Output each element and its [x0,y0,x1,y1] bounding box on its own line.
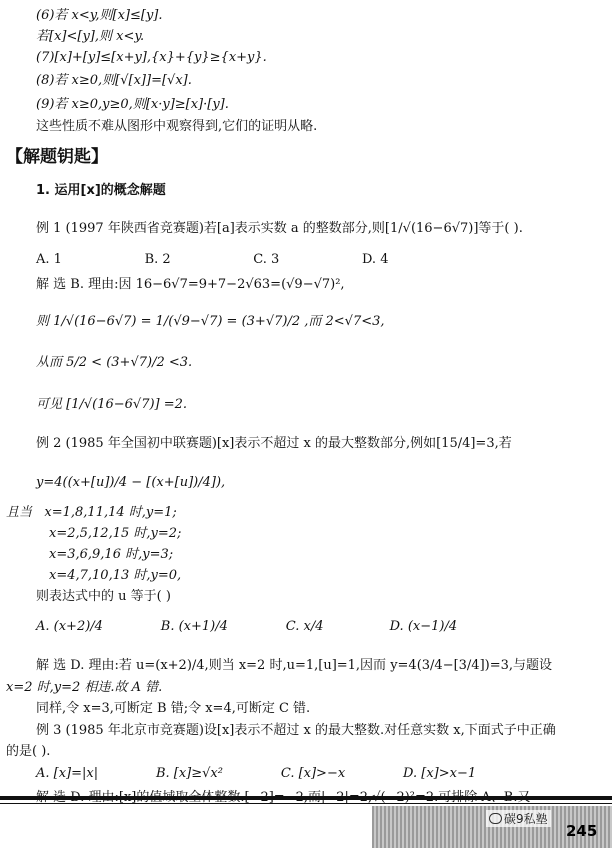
example-3-question-cont: 的是( ). [6,744,51,759]
example-2-solution: 解 选 D. 理由:若 u=(x+2)/4,则当 x=2 时,u=1,[u]=1,因而 y=4(3/4−[3/4])=3,与题设 [36,658,553,673]
example-2-condition-4: x=4,7,10,13 时,y=0, [49,568,182,583]
example-2-solution-cont: x=2 时,y=2 相违.故 A 错. [6,680,163,695]
property-6-converse: 若[x]<[y],则 x<y. [36,29,145,44]
example-2-solution-rest: 同样,令 x=3,可断定 B 错;令 x=4,可断定 C 错. [36,701,311,716]
example-1-solution: 解 选 B. 理由:因 16−6√7=9+7−2√63=(√9−√7)², [36,277,345,292]
example-1-step-1: 则 1/√(16−6√7) = 1/(√9−√7) = (3+√7)/2 ,而 2<√7<3, [36,314,385,329]
properties-note: 这些性质不难从图形中观察得到,它们的证明从略. [36,119,318,134]
property-7: (7)[x]+[y]≤[x+y],{x}+{y}≥{x+y}. [36,50,267,65]
example-3-options: A. [x]=|x| B. [x]≥√x² C. [x]>−x D. [x]>x−1 [36,766,477,781]
example-2-question: 例 2 (1985 年全国初中联赛题)[x]表示不超过 x 的最大整数部分,例如[15/4]=3,若 [36,436,512,451]
subsection-title: 1. 运用[x]的概念解题 [36,183,166,198]
example-2-options: A. (x+2)/4 B. (x+1)/4 C. x/4 D. (x−1)/4 [36,619,458,634]
page-number: 245 [566,822,598,840]
example-1-options: A. 1 B. 2 C. 3 D. 4 [36,252,389,267]
section-heading: 【解题钥匙】 [6,147,108,167]
property-8: (8)若 x≥0,则[√[x]]=[√x]. [36,73,192,88]
example-2-condition-3: x=3,6,9,16 时,y=3; [49,547,174,562]
example-2-ask: 则表达式中的 u 等于( ) [36,589,171,604]
example-1-question: 例 1 (1997 年陕西省竞赛题)若[a]表示实数 a 的整数部分,则[1/√(16−6√7)]等于( ). [36,221,523,236]
example-2-formula: y=4((x+[u])/4 − [(x+[u])/4]), [36,475,226,490]
property-6: (6)若 x<y,则[x]≤[y]. [36,8,163,23]
example-1-conclusion: 可见 [1/√(16−6√7)] =2. [36,397,188,412]
example-2-condition-2: x=2,5,12,15 时,y=2; [49,526,182,541]
example-3-question: 例 3 (1985 年北京市竞赛题)设[x]表示不超过 x 的最大整数.对任意实数 x,下面式子中正确 [36,723,556,738]
property-9: (9)若 x≥0,y≥0,则[x·y]≥[x]·[y]. [36,97,229,112]
watermark-text: 碳9私塾 [504,812,548,826]
wechat-icon [489,813,502,824]
footer-rule [0,796,612,800]
footer-rule-thin [0,803,612,804]
watermark [486,810,551,827]
example-2-condition-1: 且当 x=1,8,11,14 时,y=1; [6,505,177,520]
example-1-step-2: 从而 5/2 < (3+√7)/2 <3. [36,355,193,370]
